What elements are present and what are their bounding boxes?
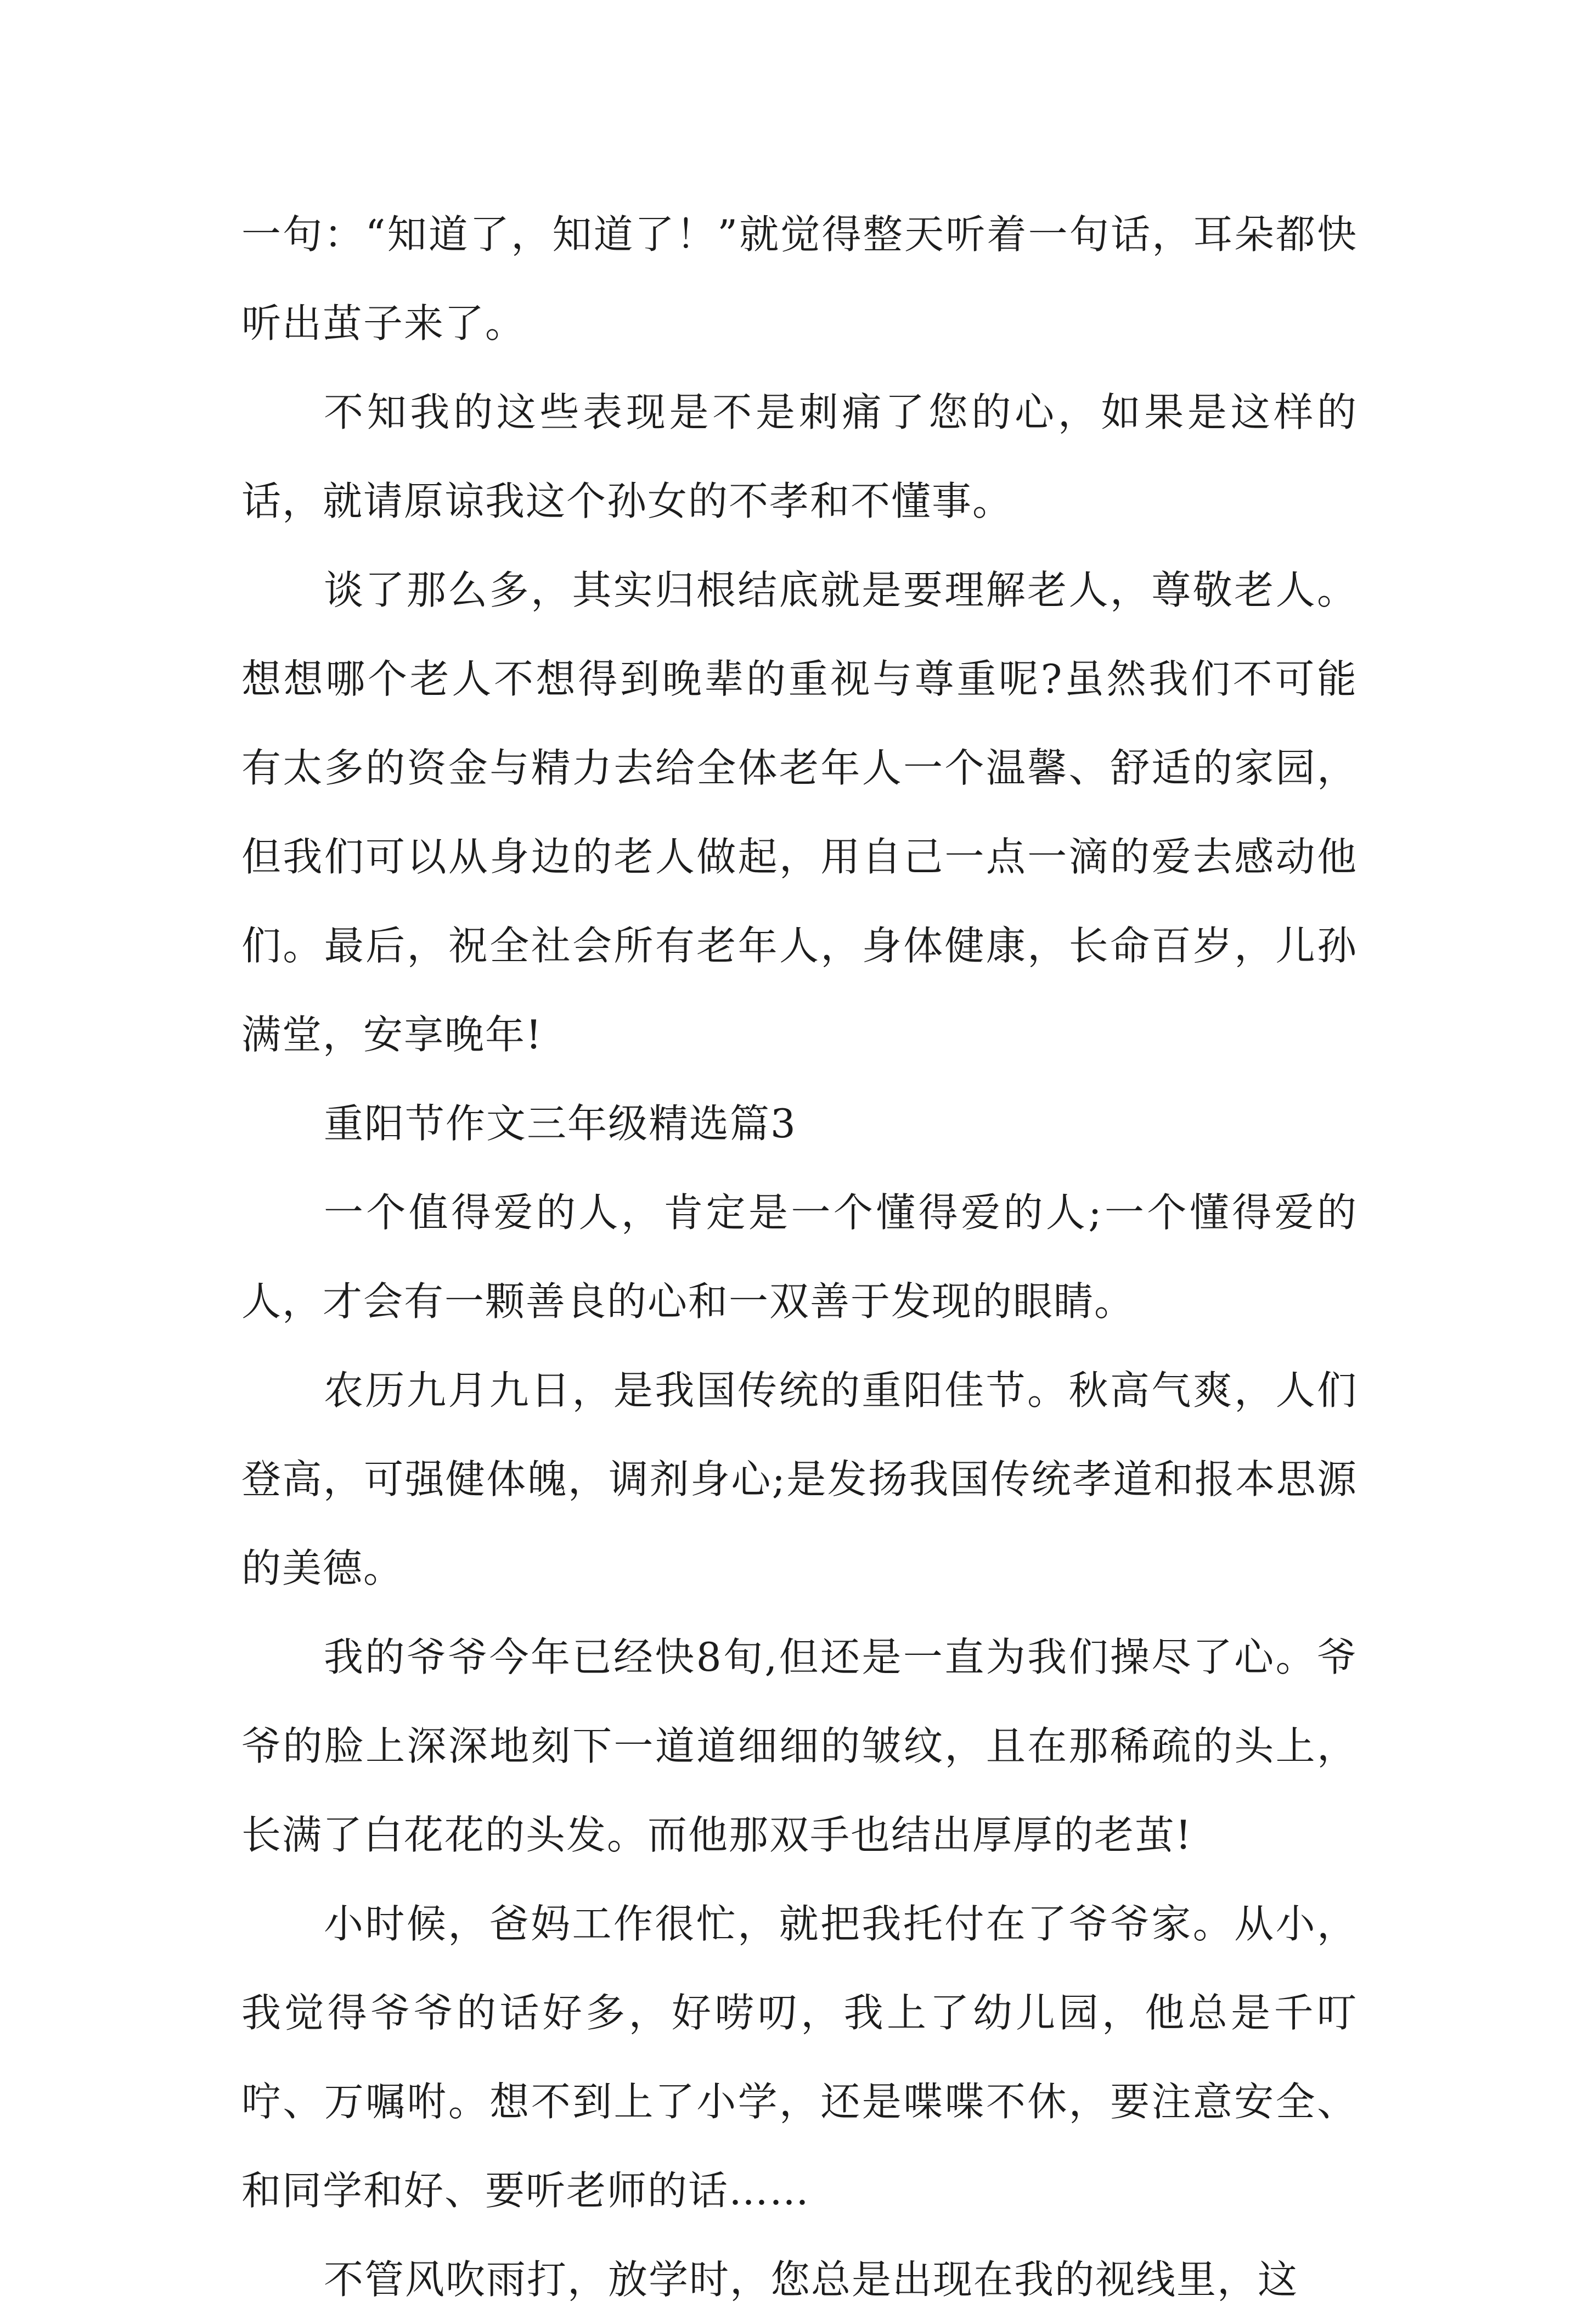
- paragraph-4: 一个值得爱的人，肯定是一个懂得爱的人;一个懂得爱的人，才会有一颗善良的心和一双善于发现的眼睛。: [241, 1189, 1358, 1324]
- paragraph-8: 不管风吹雨打，放学时，您总是出现在我的视线里，这: [324, 2256, 1299, 2303]
- section-heading: 重阳节作文三年级精选篇3: [324, 1101, 797, 1147]
- paragraph-1: 一句：“知道了，知道了！”就觉得整天听着一句话，耳朵都快听出茧子来了。: [241, 211, 1358, 346]
- paragraph-6: 我的爷爷今年已经快8旬,但还是一直为我们操尽了心。爷爷的脸上深深地刻下一道道细细的皱纹，且在那稀疏的头上，长满了白花花的头发。而他那双手也结出厚厚的老茧!: [241, 1634, 1358, 1858]
- paragraph-5: 农历九月九日，是我国传统的重阳佳节。秋高气爽，人们登高，可强健体魄，调剂身心;是发扬我国传统孝道和报本思源的美德。: [241, 1367, 1358, 1591]
- paragraph-3: 谈了那么多，其实归根结底就是要理解老人，尊敬老人。想想哪个老人不想得到晚辈的重视与尊重呢?虽然我们不可能有太多的资金与精力去给全体老年人一个温馨、舒适的家园，但我们可以从身边的老人做起，用自己一点一滴的爱去感动他们。最后，祝全社会所有老年人，身体健康，长命百岁，儿孙满堂，安享晚年!: [241, 567, 1358, 1058]
- paragraph-2: 不知我的这些表现是不是刺痛了您的心，如果是这样的话，就请原谅我这个孙女的不孝和不懂事。: [241, 389, 1358, 524]
- paragraph-7: 小时候，爸妈工作很忙，就把我托付在了爷爷家。从小，我觉得爷爷的话好多，好唠叨，我上了幼儿园，他总是千叮咛、万嘱咐。想不到上了小学，还是喋喋不休，要注意安全、和同学和好、要听老师的话……: [241, 1901, 1358, 2214]
